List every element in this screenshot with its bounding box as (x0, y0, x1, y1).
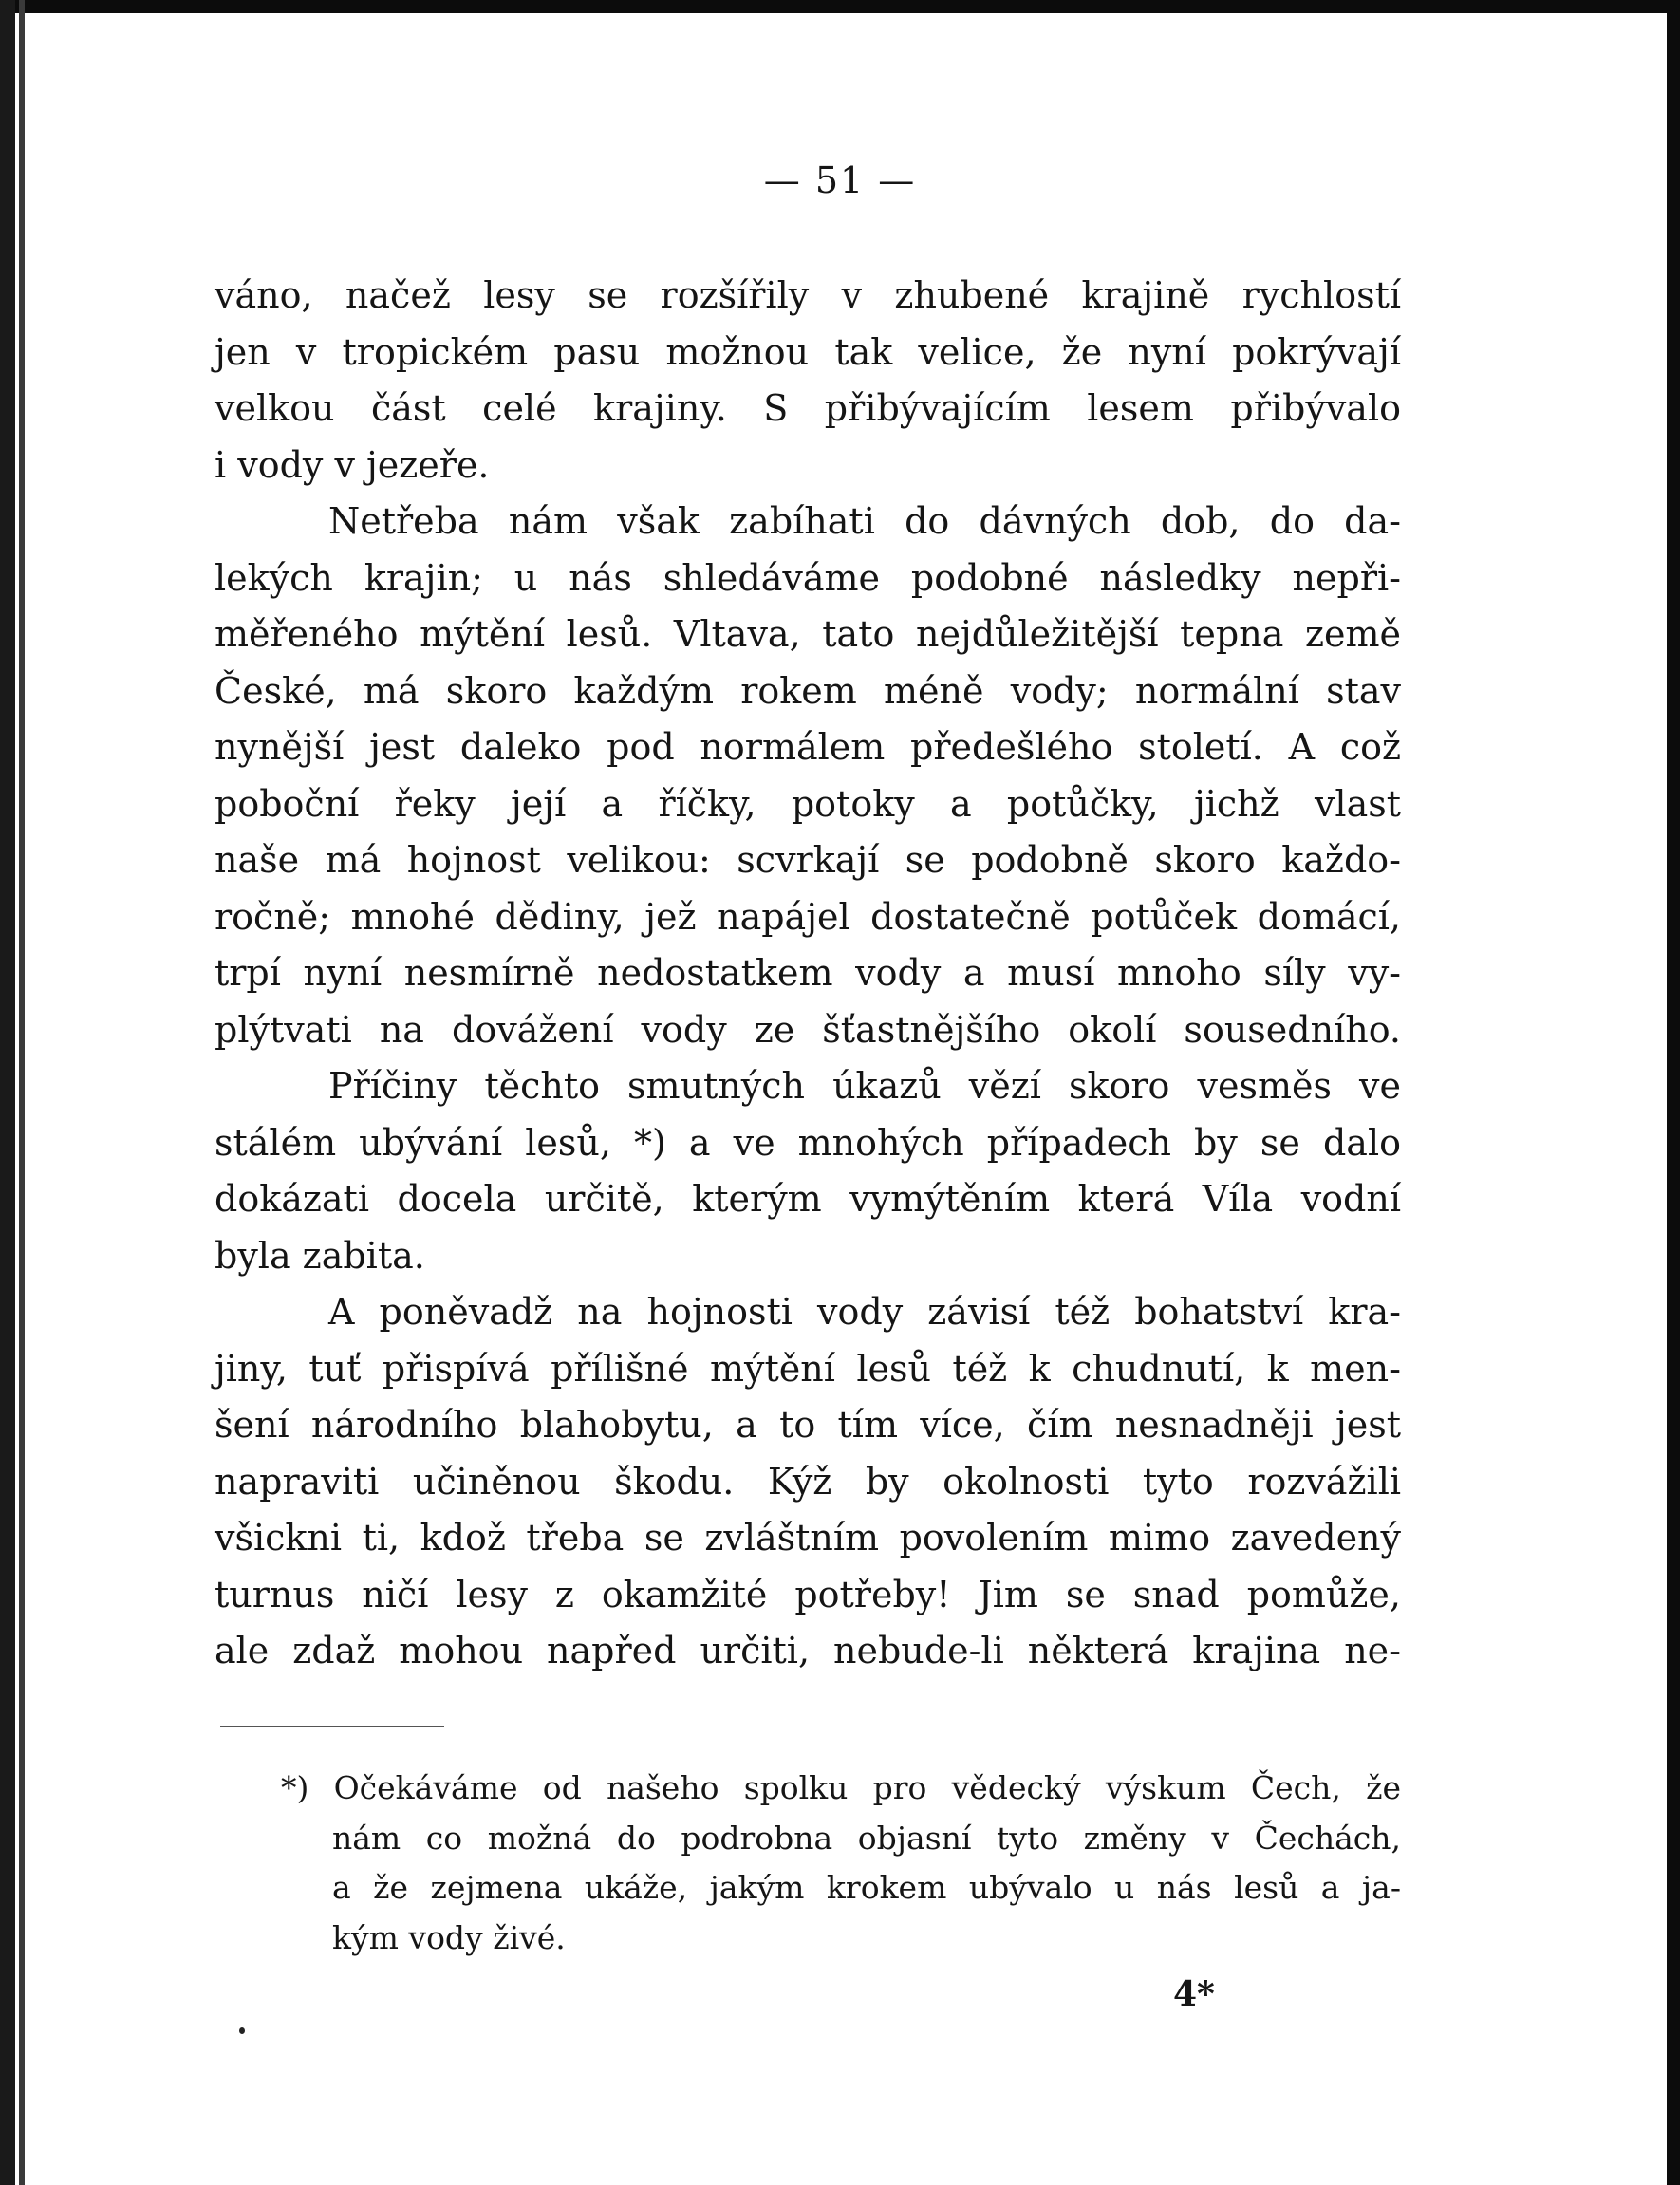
footnote-line: *) Očekáváme od našeho spolku pro vědecký výskum Čech, že (281, 1769, 1401, 1806)
scan-border-right (1667, 0, 1680, 2185)
body-text (215, 268, 1401, 1680)
text-line: ale zdaž mohou napřed určiti, nebude-li některá krajina ne- (215, 1630, 1401, 1671)
text-line: byla zabita. (215, 1234, 425, 1277)
signature-mark: 4* (1173, 1974, 1215, 2014)
text-line: trpí nyní nesmírně nedostatkem vody a musí mnoho síly vy- (215, 952, 1401, 994)
text-line: turnus ničí lesy z okamžité potřeby! Jim se snad pomůže, (215, 1573, 1401, 1615)
scan-border-left (0, 0, 15, 2185)
text-line: plýtvati na dovážení vody ze šťastnějšího okolí sousedního. (215, 1008, 1401, 1051)
text-line: váno, načež lesy se rozšířily v zhubené krajině rychlostí (215, 274, 1401, 316)
text-line: lekých krajin; u nás shledáváme podobné následky nepři- (215, 556, 1401, 599)
ink-speck (239, 2027, 245, 2034)
footnote-line: a že zejmena ukáže, jakým krokem ubývalo u nás lesů a ja- (332, 1869, 1401, 1906)
footnote-line: nám co možná do podrobna objasní tyto změny v Čechách, (332, 1819, 1401, 1857)
text-line: napraviti učiněnou škodu. Kýž by okolnosti tyto rozvážili (215, 1460, 1401, 1503)
scan-border-left-inner (19, 0, 25, 2185)
footnote-line: kým vody živé. (332, 1918, 566, 1956)
text-line: nynější jest daleko pod normálem předešlého století. A což (215, 726, 1401, 768)
text-line: jiny, tuť přispívá přílišné mýtění lesů též k chudnutí, k men- (215, 1347, 1401, 1390)
text-line: jen v tropickém pasu možnou tak velice, že nyní pokrývají (215, 330, 1401, 373)
scan-border-top (0, 0, 1680, 13)
text-line: ročně; mnohé dědiny, jež napájel dostatečně potůček domácí, (215, 895, 1401, 938)
text-line: šení národního blahobytu, a to tím více, čím nesnadněji jest (215, 1404, 1401, 1446)
text-line: všickni ti, kdož třeba se zvláštním povolením mimo zavedený (215, 1517, 1401, 1559)
text-line: stálém ubývání lesů, *) a ve mnohých případech by se dalo (215, 1121, 1401, 1164)
paragraph-start-line: A poněvadž na hojnosti vody závisí též bohatství kra- (328, 1291, 1401, 1333)
text-line: dokázati docela určitě, kterým vymýtěním která Víla vodní (215, 1178, 1401, 1220)
page-number: — 51 — (763, 159, 917, 201)
text-line: České, má skoro každým rokem méně vody; normální stav (215, 669, 1401, 712)
text-line: i vody v jezeře. (215, 443, 490, 486)
paragraph-start-line: Netřeba nám však zabíhati do dávných dob, do da- (328, 500, 1401, 542)
footnote-divider (220, 1726, 444, 1727)
text-line: poboční řeky její a říčky, potoky a potůčky, jichž vlast (215, 782, 1401, 825)
text-line: měřeného mýtění lesů. Vltava, tato nejdůležitější tepna země (215, 613, 1401, 655)
paragraph-start-line: Příčiny těchto smutných úkazů vězí skoro vesměs ve (328, 1065, 1401, 1107)
text-line: velkou část celé krajiny. S přibývajícím lesem přibývalo (215, 387, 1401, 429)
footnote (281, 1764, 1401, 1963)
text-line: naše má hojnost velikou: scvrkají se podobně skoro každo- (215, 839, 1401, 881)
